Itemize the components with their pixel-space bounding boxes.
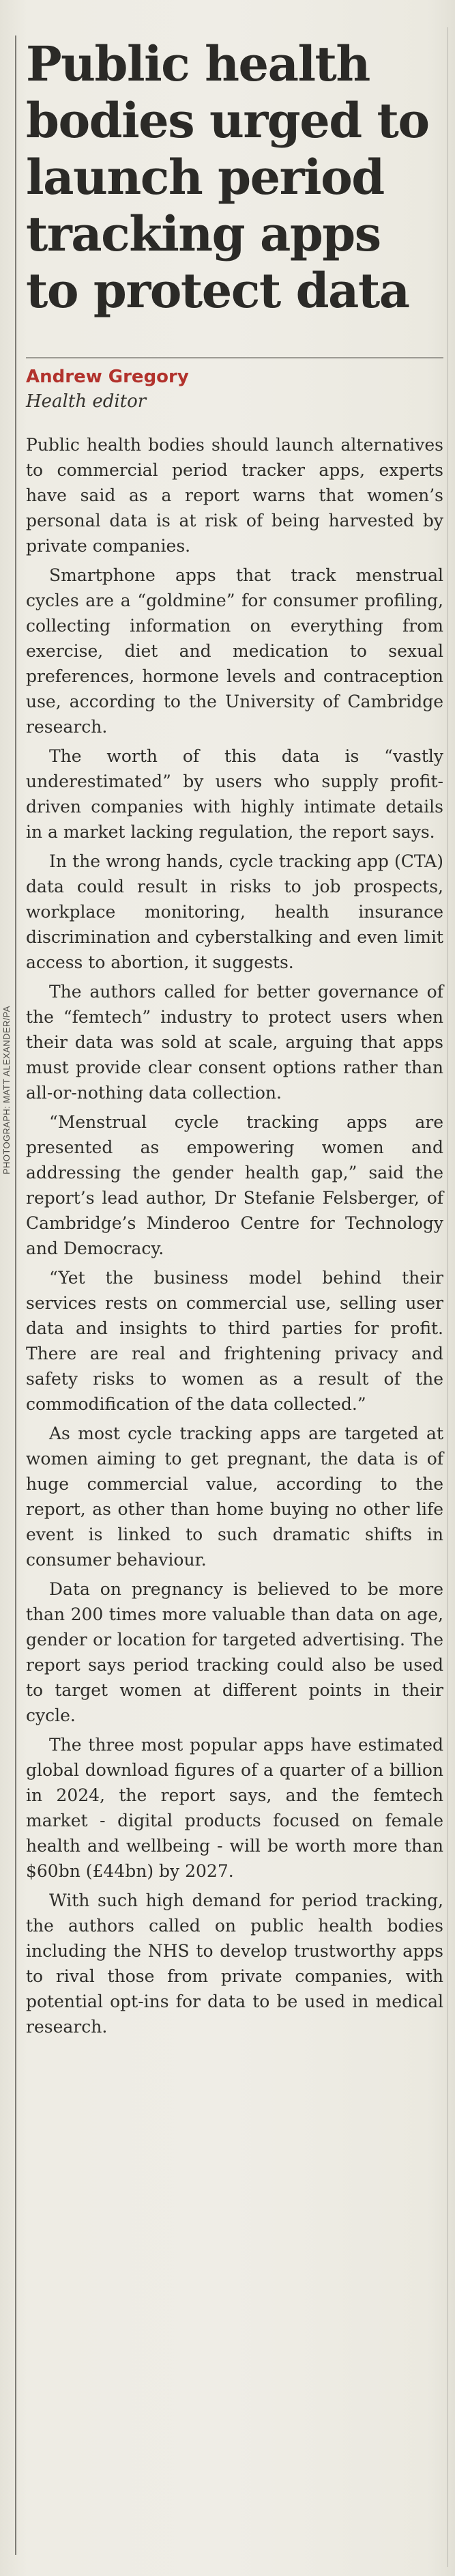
- headline-line: launch period: [26, 149, 384, 206]
- photo-credit: PHOTOGRAPH: MATT ALEXANDER/PA: [1, 1006, 12, 1174]
- paragraph: In the wrong hands, cycle tracking app (CTA) data could result in risks to job prospects, workplace monitoring, health insurance discrimination and cyberstalking and even limit access to abortion, it suggests.: [26, 851, 443, 972]
- column-rule-right: [447, 27, 448, 2567]
- article-column: [26, 36, 443, 2043]
- paragraph: Public health bodies should launch alternatives to commercial period tracker apps, experts have said as a report warns that women’s personal data is at risk of being harvested by private companies.: [26, 435, 443, 556]
- paragraph: Smartphone apps that track menstrual cycles are a “goldmine” for consumer profiling, collecting information on everything from exercise, diet and medication to sexual preferences, hormone levels and contraception use, according to the University of Cambridge research.: [26, 565, 443, 737]
- byline: [26, 357, 443, 413]
- paragraph: “Menstrual cycle tracking apps are presented as empowering women and addressing the gender health gap,” said the report’s lead author, Dr Stefanie Felsberger, of Cambridge’s Minderoo Centre for Technology and Democracy.: [26, 1112, 443, 1258]
- paragraph: “Yet the business model behind their services rests on commercial use, selling user data and insights to third parties for profit. There are real and frightening privacy and safety risks to women as a result of the commodification of the data collected.”: [26, 1268, 443, 1414]
- headline-line: tracking apps: [26, 206, 381, 262]
- headline-line: bodies urged to: [26, 92, 429, 149]
- headline-line: to protect data: [26, 262, 409, 319]
- paragraph: The worth of this data is “vastly underestimated” by users who supply profit-driven companies with highly intimate details in a market lacking regulation, the report says.: [26, 746, 443, 842]
- paragraph: As most cycle tracking apps are targeted at women aiming to get pregnant, the data is of huge commercial value, according to the report, as other than home buying no other life event is linked to such dramatic shifts in consumer behaviour.: [26, 1424, 443, 1570]
- paragraph: The three most popular apps have estimated global download figures of a quarter of a billion in 2024, the report says, and the femtech market - digital products focused on female health and wellbeing - will be worth more than $60bn (£44bn) by 2027.: [26, 1735, 443, 1881]
- paragraph: The authors called for better governance of the “femtech” industry to protect users when their data was sold at scale, arguing that apps must provide clear consent options rather than all-or-nothing data collection.: [26, 982, 443, 1103]
- paragraph: Data on pregnancy is believed to be more than 200 times more valuable than data on age, gender or location for targeted advertising. The report says period tracking could also be used to target women at different points in their cycle.: [26, 1579, 443, 1725]
- headline-line: Public health: [26, 36, 370, 92]
- headline: [26, 36, 443, 319]
- article-body: [26, 432, 443, 2039]
- author-role: Health editor: [26, 391, 147, 412]
- column-rule-left: [15, 36, 16, 2555]
- paragraph: With such high demand for period tracking, the authors called on public health bodies including the NHS to develop trustworthy apps to rival those from private companies, with potential opt-ins for data to be used in medical research.: [26, 1891, 443, 2037]
- author-name: Andrew Gregory: [26, 367, 189, 387]
